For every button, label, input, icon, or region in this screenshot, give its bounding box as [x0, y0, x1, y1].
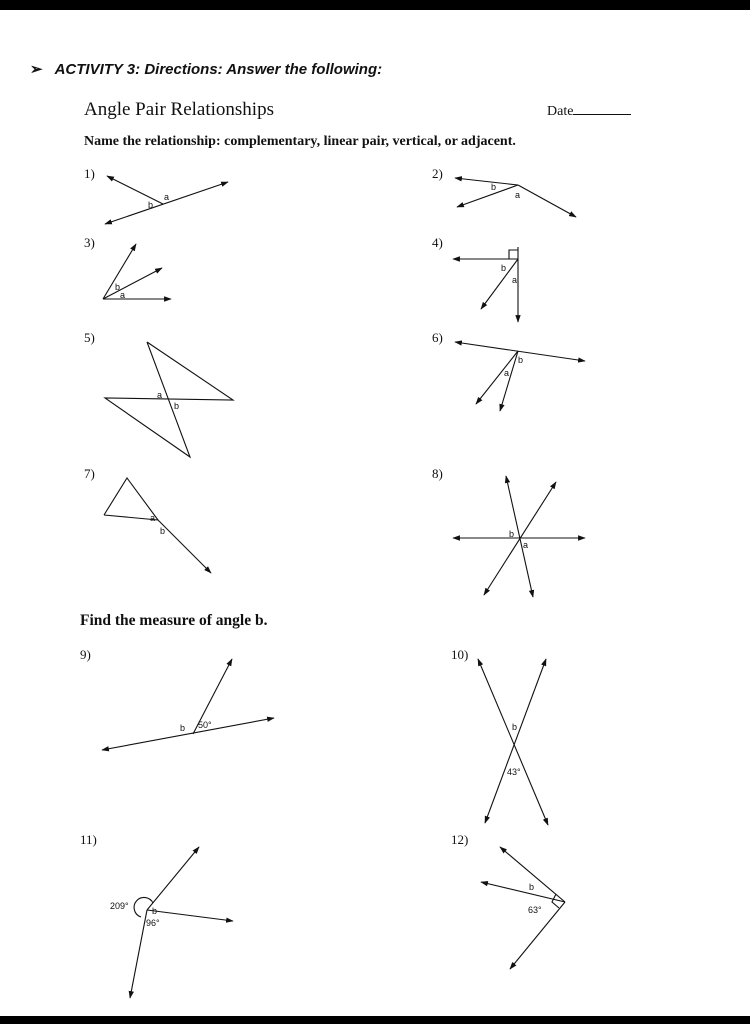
- fig5-label-a: a: [157, 390, 163, 400]
- date-label: Date: [547, 104, 574, 119]
- problem-number-1: 1): [84, 166, 95, 181]
- problem-number-2: 2): [432, 166, 443, 181]
- fig8-label-b: b: [509, 529, 515, 539]
- problem-number-8: 8): [432, 466, 443, 481]
- fig2-label-a: a: [515, 190, 521, 200]
- fig6-label-a: a: [504, 368, 510, 378]
- fig3-label-a: a: [120, 290, 126, 300]
- fig2-label-b: b: [491, 182, 497, 192]
- problem-number-7: 7): [84, 466, 95, 481]
- figure-10: [478, 659, 548, 825]
- fig6-label-b: b: [518, 355, 524, 365]
- problem-number-3: 3): [84, 235, 95, 250]
- problem-number-5: 5): [84, 330, 95, 345]
- fig12-label-b: b: [529, 882, 535, 892]
- fig7-label-a: a: [150, 513, 156, 523]
- fig12-label-63: 63°: [528, 905, 542, 915]
- fig8-label-a: a: [523, 540, 529, 550]
- figure-6: [455, 342, 585, 411]
- fig10-label-43: 43°: [507, 767, 521, 777]
- figure-8: [453, 476, 585, 597]
- problem-number-12: 12): [451, 832, 469, 847]
- instruction-text: Name the relationship: complementary, linear pair, vertical, or adjacent.: [84, 134, 516, 149]
- fig10-label-b: b: [512, 722, 518, 732]
- fig7-label-b: b: [160, 526, 166, 536]
- activity-text: ACTIVITY 3: Directions: Answer the following:: [54, 61, 383, 78]
- figure-4: [453, 247, 518, 322]
- figure-5: [105, 342, 233, 457]
- bottom-border: [0, 1016, 750, 1024]
- figure-3: [103, 244, 171, 299]
- figure-7: [104, 478, 211, 573]
- fig11-label-b: b: [152, 906, 158, 916]
- problem-number-11: 11): [80, 832, 97, 847]
- fig9-label-50: 50°: [198, 720, 212, 730]
- fig3-label-b: b: [115, 282, 121, 292]
- figure-12: [481, 847, 565, 969]
- problem-number-9: 9): [80, 647, 91, 662]
- figure-9: [102, 659, 274, 750]
- fig9-label-b: b: [180, 723, 186, 733]
- fig4-label-b: b: [501, 263, 507, 273]
- worksheet-title: Angle Pair Relationships: [84, 99, 274, 120]
- section2-title: Find the measure of angle b.: [80, 612, 268, 629]
- fig4-label-a: a: [512, 275, 518, 285]
- problem-number-10: 10): [451, 647, 469, 662]
- problem-number-4: 4): [432, 235, 443, 250]
- fig11-label-209: 209°: [110, 901, 129, 911]
- fig11-label-96: 96°: [146, 918, 160, 928]
- bullet-arrow-icon: ➢: [30, 61, 43, 78]
- fig1-label-b: b: [148, 200, 154, 210]
- problem-number-6: 6): [432, 330, 443, 345]
- fig5-label-b: b: [174, 401, 180, 411]
- fig1-label-a: a: [164, 192, 170, 202]
